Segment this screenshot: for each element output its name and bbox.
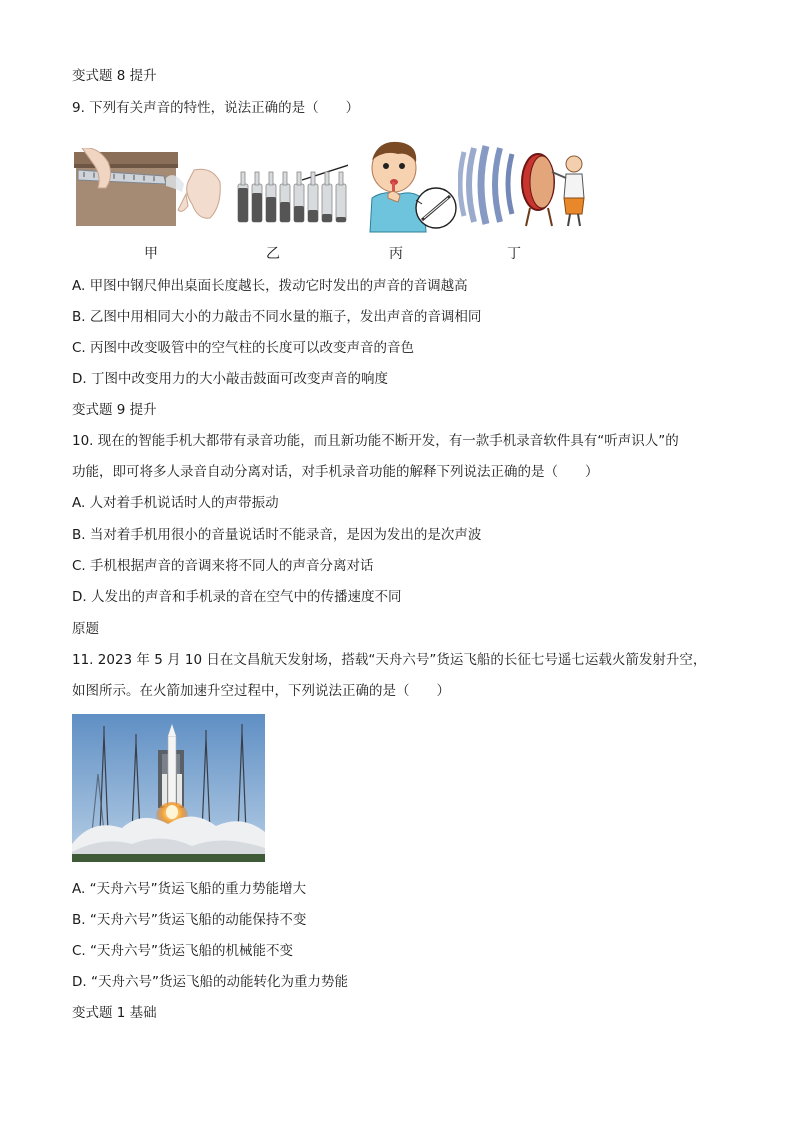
section-label-variant-1: 变式题 1 基础 <box>72 1005 157 1021</box>
question-11-option-b: B. “天舟六号”货运飞船的动能保持不变 <box>72 912 307 928</box>
section-label-variant-8: 变式题 8 提升 <box>72 68 157 84</box>
figure-jia-ruler <box>74 148 224 230</box>
figure-ding-drum <box>458 142 590 228</box>
question-10-option-d: D. 人发出的声音和手机录的音在空气中的传播速度不同 <box>72 589 402 605</box>
question-9-option-c: C. 丙图中改变吸管中的空气柱的长度可以改变声音的音色 <box>72 340 415 356</box>
section-label-variant-9: 变式题 9 提升 <box>72 402 157 418</box>
question-11-option-a: A. “天舟六号”货运飞船的重力势能增大 <box>72 881 307 897</box>
figure-caption-ding: 丁 <box>507 246 521 262</box>
question-9-option-a: A. 甲图中钢尺伸出桌面长度越长，拨动它时发出的声音的音调越高 <box>72 278 468 294</box>
question-10-stem-line-1: 10. 现在的智能手机大都带有录音功能，而且新功能不断开发，有一款手机录音软件具有“听声识人”的 <box>72 433 679 449</box>
figure-caption-bing: 丙 <box>389 246 403 262</box>
question-11-stem-line-1: 11. 2023 年 5 月 10 日在文昌航天发射场，搭载“天舟六号”货运飞船的长征七号遥七运载火箭发射升空， <box>72 652 707 668</box>
question-11-option-c: C. “天舟六号”货运飞船的机械能不变 <box>72 943 293 959</box>
question-9-option-d: D. 丁图中改变用力的大小敲击鼓面可改变声音的响度 <box>72 371 388 387</box>
rocket-launch-photo <box>72 714 265 862</box>
question-9-option-b: B. 乙图中用相同大小的力敲击不同水量的瓶子，发出声音的音调相同 <box>72 309 482 325</box>
figure-caption-jia: 甲 <box>144 246 158 262</box>
figure-yi-bottles <box>236 162 348 224</box>
question-10-stem-line-2: 功能，即可将多人录音自动分离对话，对手机录音功能的解释下列说法正确的是（ ） <box>72 464 599 480</box>
question-10-option-a: A. 人对着手机说话时人的声带振动 <box>72 495 279 511</box>
figure-caption-yi: 乙 <box>266 246 280 262</box>
question-9-stem: 9. 下列有关声音的特性，说法正确的是（ ） <box>72 100 360 116</box>
section-label-original: 原题 <box>72 621 99 637</box>
question-11-stem-line-2: 如图所示。在火箭加速升空过程中，下列说法正确的是（ ） <box>72 683 450 699</box>
question-11-option-d: D. “天舟六号”货运飞船的动能转化为重力势能 <box>72 974 348 990</box>
question-10-option-b: B. 当对着手机用很小的音量说话时不能录音，是因为发出的是次声波 <box>72 527 482 543</box>
question-10-option-c: C. 手机根据声音的音调来将不同人的声音分离对话 <box>72 558 374 574</box>
figure-bing-straw <box>364 138 460 234</box>
